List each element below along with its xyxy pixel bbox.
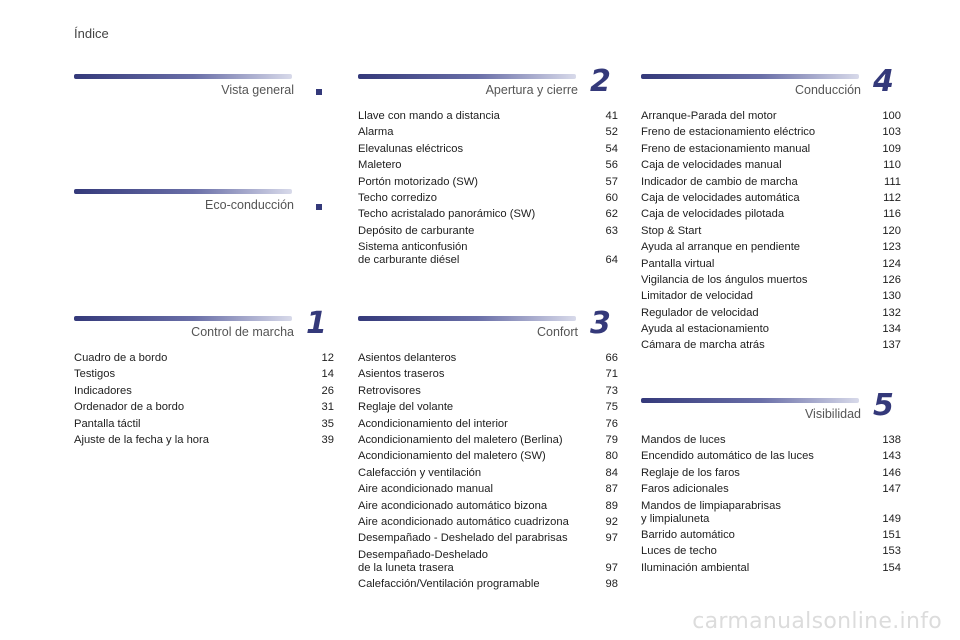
toc-entry-page: 123	[882, 241, 901, 254]
toc-entry-page: 132	[882, 306, 901, 319]
toc-entry-page: 56	[605, 159, 618, 172]
toc-entry-page: 97	[605, 532, 618, 545]
toc-entry-page: 146	[882, 466, 901, 479]
toc-entry-page: 57	[605, 175, 618, 188]
toc-list	[641, 434, 901, 575]
toc-entry-page: 116	[883, 208, 901, 221]
toc-entry-page: 35	[321, 417, 334, 430]
toc-entry[interactable]	[358, 159, 618, 172]
section-title[interactable]: Confort	[537, 325, 578, 339]
toc-entry-label: Cuadro de a bordo	[74, 352, 168, 364]
toc-entry-page: 64	[605, 254, 618, 267]
section-title[interactable]: Visibilidad	[804, 407, 861, 421]
toc-entry-label: Aire acondicionado automático cuadrizona	[358, 515, 569, 528]
section-number: 1	[306, 306, 327, 341]
toc-entry-label: Cámara de marcha atrás	[641, 339, 765, 352]
section-bar	[641, 398, 859, 403]
toc-entry-label: Calefacción y ventilación	[358, 466, 482, 479]
toc-entry[interactable]	[358, 352, 618, 365]
toc-entry-page: 134	[882, 323, 901, 336]
toc-entry[interactable]	[358, 516, 618, 529]
toc-entry-label: Asientos traseros	[358, 368, 445, 381]
toc-entry-page: 60	[605, 191, 618, 204]
toc-entry[interactable]	[641, 307, 901, 320]
toc-entry-page: 76	[605, 417, 618, 430]
toc-entry-page: 120	[882, 224, 901, 237]
toc-entry-label: Faros adicionales	[641, 483, 729, 496]
toc-entry-page: 84	[605, 466, 618, 479]
toc-entry[interactable]	[358, 418, 618, 431]
page-title: Índice	[74, 26, 109, 41]
toc-entry[interactable]	[358, 241, 618, 267]
toc-entry-page: 147	[882, 483, 901, 496]
toc-entry-label: Luces de techo	[641, 545, 717, 558]
toc-entry-label: Acondicionamiento del maletero (SW)	[358, 450, 546, 463]
toc-entry[interactable]	[641, 529, 901, 542]
toc-entry[interactable]	[641, 323, 901, 336]
section-bar	[74, 189, 292, 194]
toc-entry-page: 31	[321, 401, 334, 414]
toc-entry-label: Pantalla virtual	[641, 257, 715, 270]
toc-entry-label: Iluminación ambiental	[641, 561, 750, 574]
toc-entry-label: Ayuda al arranque en pendiente	[641, 241, 801, 254]
toc-entry[interactable]	[358, 450, 618, 463]
toc-entry[interactable]	[358, 225, 618, 238]
toc-entry[interactable]	[358, 549, 618, 575]
toc-entry[interactable]	[641, 339, 901, 352]
section-confort	[358, 306, 618, 594]
toc-entry[interactable]	[641, 159, 901, 172]
toc-entry-page: 26	[321, 384, 334, 397]
toc-entry-page: 109	[882, 142, 901, 155]
toc-entry-label: Indicadores	[74, 384, 132, 397]
section-title[interactable]: Conducción	[794, 83, 861, 97]
toc-entry-label: Regulador de velocidad	[641, 306, 759, 319]
section-number: 2	[590, 64, 611, 99]
toc-entry-label: Llave con mando a distancia	[358, 110, 500, 122]
toc-entry[interactable]	[641, 258, 901, 271]
toc-entry-label: Barrido automático	[641, 528, 735, 541]
toc-entry[interactable]	[641, 500, 901, 526]
toc-entry-page: 149	[882, 512, 901, 525]
toc-entry-page: 12	[321, 352, 334, 364]
toc-entry-label: Caja de velocidades pilotada	[641, 208, 785, 221]
toc-entry-label: Reglaje del volante	[358, 401, 454, 414]
toc-entry-label: Limitador de velocidad	[641, 290, 753, 303]
toc-list	[358, 352, 618, 591]
toc-entry-page: 124	[882, 257, 901, 270]
toc-entry-page: 112	[883, 191, 901, 204]
toc-list	[74, 352, 334, 447]
toc-entry-page: 103	[882, 126, 901, 139]
toc-entry[interactable]	[358, 532, 618, 545]
toc-entry-label: Techo acristalado panorámico (SW)	[358, 208, 536, 221]
toc-entry-label: Ayuda al estacionamiento	[641, 323, 769, 336]
toc-entry-page: 126	[882, 273, 901, 286]
toc-entry-label: Freno de estacionamiento manual	[641, 142, 811, 155]
section-dot-icon	[316, 204, 322, 210]
toc-entry[interactable]	[74, 352, 334, 365]
toc-entry[interactable]	[641, 545, 901, 558]
toc-entry[interactable]	[641, 241, 901, 254]
toc-entry-page: 73	[605, 384, 618, 397]
toc-entry[interactable]	[358, 176, 618, 189]
section-dot-icon	[316, 89, 322, 95]
toc-entry-label: Desempañado-Deshelado de la luneta trasera	[358, 548, 488, 574]
toc-entry[interactable]	[358, 401, 618, 414]
toc-entry[interactable]	[641, 110, 901, 123]
section-number: 5	[873, 388, 894, 423]
toc-entry[interactable]	[358, 434, 618, 447]
toc-entry[interactable]	[641, 143, 901, 156]
section-bar	[74, 74, 292, 79]
toc-entry-page: 143	[882, 450, 901, 463]
toc-entry-label: Indicador de cambio de marcha	[641, 175, 798, 188]
toc-list	[641, 110, 901, 352]
toc-entry[interactable]	[74, 401, 334, 414]
toc-entry-label: Desempañado - Deshelado del parabrisas	[358, 532, 568, 545]
toc-entry-label: Pantalla táctil	[74, 417, 141, 430]
toc-entry[interactable]	[358, 578, 618, 591]
toc-entry[interactable]	[358, 385, 618, 398]
toc-entry[interactable]	[641, 434, 901, 447]
toc-entry[interactable]	[641, 176, 901, 189]
toc-entry[interactable]	[358, 110, 618, 123]
toc-entry-page: 66	[605, 352, 618, 364]
toc-entry-label: Arranque-Parada del motor	[641, 110, 777, 122]
toc-entry-page: 80	[605, 450, 618, 463]
toc-entry-label: Techo corredizo	[358, 191, 437, 204]
section-number: 3	[590, 306, 611, 341]
section-number: 4	[873, 64, 894, 99]
toc-entry-page: 130	[882, 290, 901, 303]
toc-entry-label: Stop & Start	[641, 224, 702, 237]
toc-entry-label: Reglaje de los faros	[641, 466, 740, 479]
toc-entry-label: Calefacción/Ventilación programable	[358, 578, 540, 591]
toc-entry[interactable]	[358, 368, 618, 381]
toc-entry-page: 39	[321, 433, 334, 446]
toc-entry-page: 100	[882, 110, 901, 122]
toc-entry-page: 137	[882, 339, 901, 352]
toc-entry[interactable]	[358, 467, 618, 480]
toc-entry-page: 110	[883, 159, 901, 172]
toc-entry-label: Freno de estacionamiento eléctrico	[641, 126, 816, 139]
toc-entry-page: 153	[882, 545, 901, 558]
toc-entry-page: 89	[605, 499, 618, 512]
toc-entry-label: Sistema anticonfusión de carburante diésel	[358, 241, 468, 267]
toc-entry-label: Vigilancia de los ángulos muertos	[641, 273, 808, 286]
toc-entry[interactable]	[74, 368, 334, 381]
section-title[interactable]: Apertura y cierre	[485, 83, 578, 97]
section-vista-general	[74, 72, 334, 102]
toc-entry-label: Caja de velocidades manual	[641, 159, 782, 172]
toc-entry-label: Alarma	[358, 126, 394, 139]
toc-entry[interactable]	[358, 483, 618, 496]
section-title[interactable]: Eco-conducción	[205, 198, 294, 212]
toc-entry[interactable]	[74, 385, 334, 398]
toc-entry-page: 92	[605, 515, 618, 528]
toc-entry-label: Retrovisores	[358, 384, 421, 397]
toc-entry-label: Aire acondicionado automático bizona	[358, 499, 548, 512]
toc-entry[interactable]	[641, 483, 901, 496]
toc-entry-label: Depósito de carburante	[358, 224, 475, 237]
toc-entry-page: 75	[605, 401, 618, 414]
toc-entry[interactable]	[641, 562, 901, 575]
section-eco-conduccion	[74, 187, 334, 217]
toc-entry[interactable]	[641, 450, 901, 463]
toc-entry[interactable]	[641, 274, 901, 287]
toc-entry-page: 71	[605, 368, 618, 381]
section-bar	[358, 74, 576, 79]
toc-entry-page: 138	[882, 434, 901, 446]
section-apertura-y-cierre	[358, 64, 618, 271]
toc-entry-page: 111	[883, 175, 901, 188]
toc-entry-page: 87	[605, 483, 618, 496]
toc-entry-label: Caja de velocidades automática	[641, 191, 800, 204]
toc-entry[interactable]	[641, 208, 901, 221]
section-bar	[74, 316, 292, 321]
toc-entry[interactable]	[358, 192, 618, 205]
toc-entry-page: 151	[882, 528, 901, 541]
toc-entry-label: Elevalunas eléctricos	[358, 142, 464, 155]
toc-entry-label: Mandos de limpiaparabrisas y limpialuneta	[641, 499, 781, 525]
toc-entry[interactable]	[641, 126, 901, 139]
toc-entry[interactable]	[358, 208, 618, 221]
section-control-de-marcha	[74, 306, 334, 450]
toc-entry-page: 14	[321, 368, 334, 381]
toc-entry-page: 62	[605, 208, 618, 221]
toc-entry-label: Portón motorizado (SW)	[358, 175, 478, 188]
section-title[interactable]: Vista general	[221, 83, 294, 97]
toc-entry-label: Aire acondicionado manual	[358, 483, 493, 496]
toc-entry[interactable]	[358, 126, 618, 139]
toc-entry-page: 79	[605, 433, 618, 446]
watermark: carmanualsonline.info	[692, 609, 942, 634]
section-title[interactable]: Control de marcha	[191, 325, 294, 339]
toc-entry-label: Testigos	[74, 368, 116, 381]
toc-entry-label: Acondicionamiento del maletero (Berlina)	[358, 433, 563, 446]
section-visibilidad	[641, 388, 901, 578]
toc-entry[interactable]	[641, 290, 901, 303]
toc-entry-label: Ordenador de a bordo	[74, 401, 185, 414]
toc-entry-page: 52	[605, 126, 618, 139]
toc-list	[358, 110, 618, 267]
toc-entry-label: Maletero	[358, 159, 402, 172]
toc-entry-page: 41	[605, 110, 618, 122]
section-conduccion	[641, 64, 901, 356]
toc-entry-page: 97	[605, 561, 618, 574]
toc-entry[interactable]	[641, 225, 901, 238]
toc-entry[interactable]	[641, 467, 901, 480]
toc-entry-label: Encendido automático de las luces	[641, 450, 814, 463]
toc-entry[interactable]	[74, 434, 334, 447]
toc-entry[interactable]	[74, 418, 334, 431]
toc-entry-page: 54	[605, 142, 618, 155]
toc-entry[interactable]	[641, 192, 901, 205]
section-bar	[641, 74, 859, 79]
toc-entry-label: Asientos delanteros	[358, 352, 457, 364]
toc-entry-label: Acondicionamiento del interior	[358, 417, 508, 430]
toc-entry-page: 98	[605, 578, 618, 591]
toc-entry-page: 154	[882, 561, 901, 574]
section-bar	[358, 316, 576, 321]
toc-entry[interactable]	[358, 143, 618, 156]
toc-entry-label: Mandos de luces	[641, 434, 726, 446]
toc-entry-page: 63	[605, 224, 618, 237]
toc-entry-label: Ajuste de la fecha y la hora	[74, 433, 209, 446]
toc-entry[interactable]	[358, 500, 618, 513]
